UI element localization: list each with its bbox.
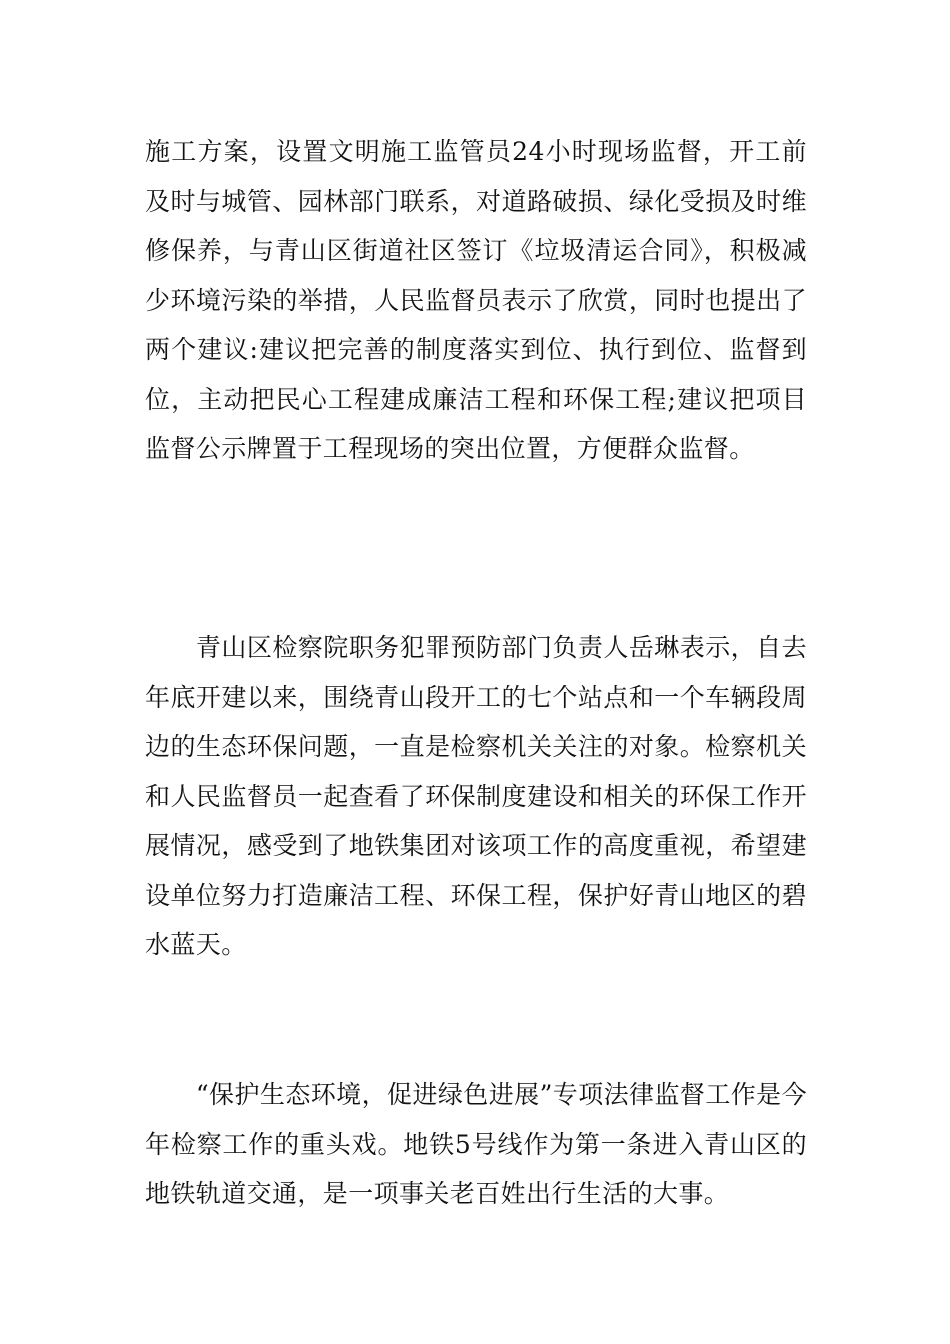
paragraph-3: “保护生态环境，促进绿色进展”专项法律监督工作是今年检察工作的重头戏。地铁5号线作为第一条进入青山区的地铁轨道交通，是一项事关老百姓出行生活的大事。 <box>145 1080 807 1208</box>
paragraph-2: 青山区检察院职务犯罪预防部门负责人岳琳表示，自去年底开建以来，围绕青山段开工的七个站点和一个车辆段周边的生态环保问题，一直是检察机关关注的对象。检察机关和人民监督员一起查看了环保制度建设和相关的环保工作开展情况，感受到了地铁集团对该项工作的高度重视，希望建设单位努力打造廉洁工程、环保工程，保护好青山地区的碧水蓝天。 <box>145 633 807 959</box>
paragraph-1: 施工方案，设置文明施工监管员24小时现场监督，开工前及时与城管、园林部门联系，对道路破损、绿化受损及时维修保养，与青山区街道社区签订《垃圾清运合同》，积极减少环境污染的举措，人民监督员表示了欣赏，同时也提出了两个建议:建议把完善的制度落实到位、执行到位、监督到位，主动把民心工程建成廉洁工程和环保工程;建议把项目监督公示牌置于工程现场的突出位置，方便群众监督。 <box>145 137 807 463</box>
